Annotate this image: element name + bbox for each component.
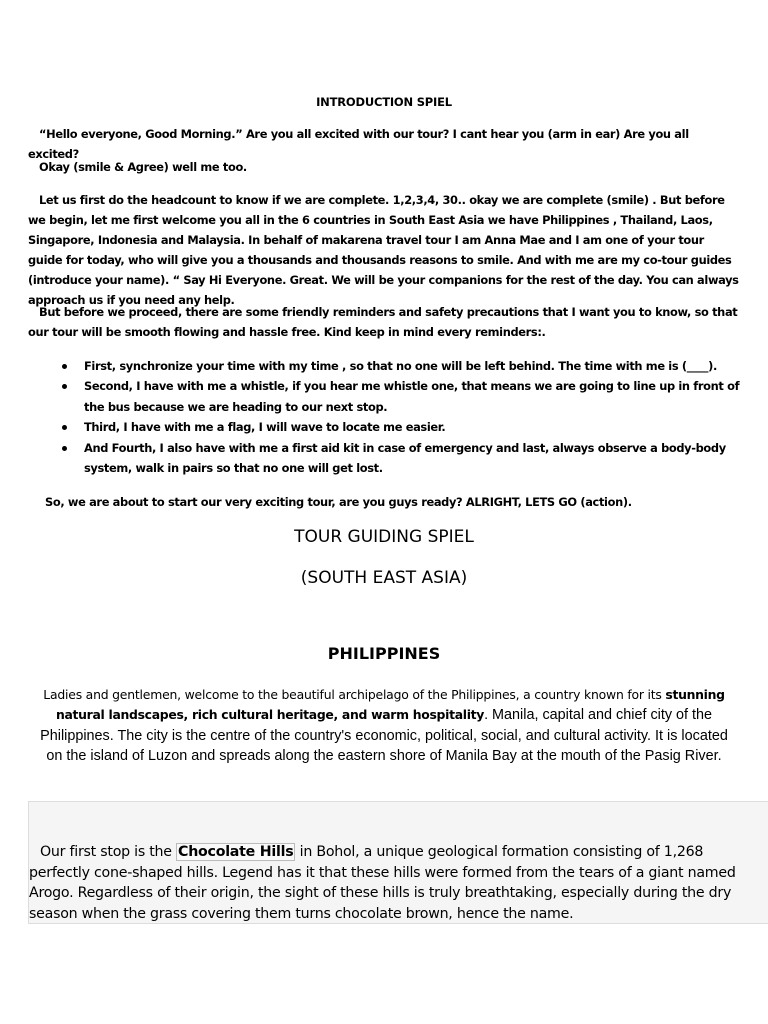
first-stop-lead: Our first stop is the	[40, 844, 177, 860]
intro-paragraph-start	[28, 492, 740, 512]
reminder-text: And Fourth, I also have with me a first aid kit in case of emergency and last, always observe a body-body system, walk in pairs so that no one will get lost.	[84, 440, 726, 476]
intro-paragraph-reminders	[28, 302, 740, 342]
bullet-icon	[62, 364, 67, 369]
first-stop-paragraph	[29, 842, 765, 924]
list-item	[56, 356, 740, 376]
list-item	[56, 417, 740, 437]
chocolate-hills-highlight: Chocolate Hills	[178, 844, 294, 860]
reminders-list	[56, 356, 740, 478]
list-item	[56, 438, 740, 479]
intro-start-text: So, we are about to start our very exciting tour, are you guys ready? ALRIGHT, LETS GO (action).	[45, 495, 632, 509]
intro-agree-text: Okay (smile & Agree) well me too.	[39, 160, 247, 174]
intro-title: INTRODUCTION SPIEL	[316, 95, 452, 109]
bullet-icon	[62, 425, 67, 430]
reminder-text: Third, I have with me a flag, I will wave to locate me easier.	[84, 420, 446, 435]
philippines-intro-rest: . Manila, capital and chief city of the Philippines. The city is the centre of the country's economic, political, social, and cultural activity. It is located on the island of Luzon and spreads along the eastern shore of Manila Bay at the mouth of the Pasig River.	[40, 707, 728, 764]
bullet-icon	[62, 384, 67, 389]
first-stop-description: in Bohol, a unique geological formation consisting of 1,268 perfectly cone-shaped hills. Legend has it that these hills were formed from the tears of a giant named Arogo. Regardless of their origin, the sight of these hills is truly breathtaking, especially during the dry season when the grass covering them turns chocolate brown, hence the name.	[29, 844, 736, 922]
philippines-intro-text: Ladies and gentlemen, welcome to the beautiful archipelago of the Philippines, a country known for its	[43, 687, 666, 702]
philippines-heading: PHILIPPINES	[327, 644, 441, 663]
intro-reminders-text: But before we proceed, there are some friendly reminders and safety precautions that I want you to know, so that our tour will be smooth flowing and hassle free. Kind keep in mind every reminders:.	[28, 305, 738, 339]
intro-paragraph-headcount	[28, 190, 740, 310]
reminder-text: First, synchronize your time with my time , so that no one will be left behind. The time with me is (____).	[84, 359, 717, 373]
tour-heading: TOUR GUIDING SPIEL	[294, 527, 474, 547]
intro-paragraph-agree	[28, 157, 740, 177]
philippines-intro-paragraph	[38, 685, 730, 766]
intro-greeting-text: “Hello everyone, Good Morning.” Are you all excited with our tour? I cant hear you (arm in ear) Are you all excited?	[28, 127, 689, 161]
reminder-text: Second, I have with me a whistle, if you hear me whistle one, that means we are going to line up in front of the bus because we are heading to our next stop.	[84, 379, 740, 414]
list-item	[56, 376, 740, 417]
intro-headcount-text: Let us first do the headcount to know if we are complete. 1,2,3,4, 30.. okay we are complete (smile) . But before we begin, let me first welcome you all in the 6 countries in South East Asia we have Philippines , Thailand, Laos, Singapore, Indonesia and Malaysia. In behalf of makarena travel tour I am Anna Mae and I am one of your tour guide for today, who will give you a thousands and thousands reasons to smile. And with me are my co-tour guides (introduce your name). “ Say Hi Everyone. Great. We will be your companions for the rest of the day. You can always approach us if you need any help.	[28, 193, 739, 307]
philippines-intro-bold: stunning natural landscapes, rich cultural heritage, and warm hospitality	[55, 687, 725, 723]
bullet-icon	[62, 446, 67, 451]
tour-subheading: (SOUTH EAST ASIA)	[300, 568, 468, 588]
